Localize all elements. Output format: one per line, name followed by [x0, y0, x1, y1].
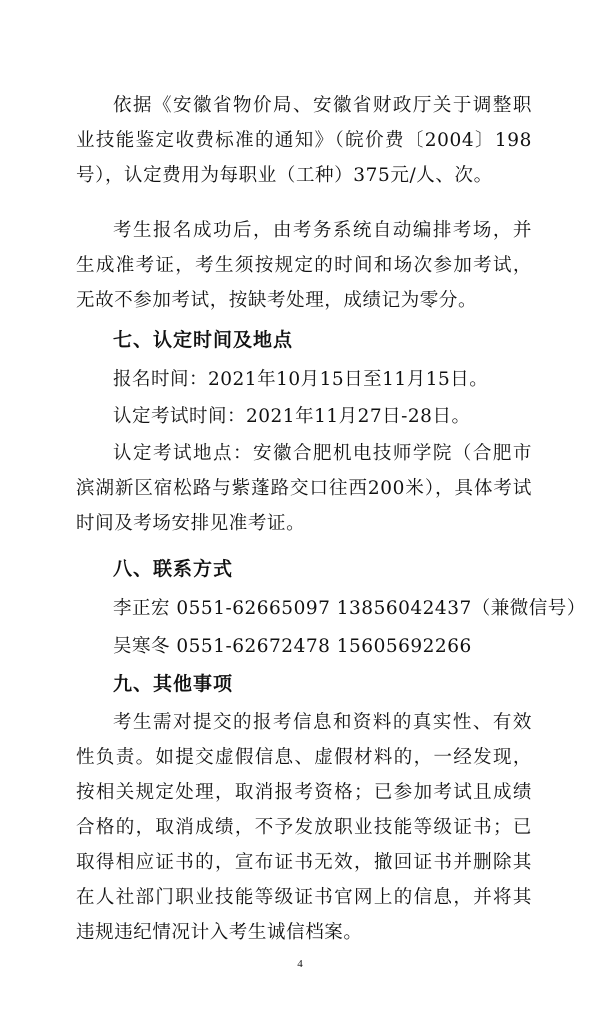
contact-wu-handong: 吴寒冬 0551-62672478 15605692266 — [113, 636, 472, 657]
admission-paragraph: 考生报名成功后，由考务系统自动编排考场，并生成准考证，考生须按规定的时间和场次参加考试，无故不参加考试，按缺考处理，成绩记为零分。 — [76, 220, 532, 311]
section-9-heading: 九、其他事项 — [113, 673, 234, 695]
contact-li-zhenghong: 李正宏 0551-62665097 13856042437（兼微信号） — [113, 598, 586, 619]
page-number: 4 — [297, 958, 303, 970]
registration-time: 报名时间：2021年10月15日至11月15日。 — [113, 369, 489, 390]
section-8-heading: 八、联系方式 — [113, 558, 234, 580]
exam-location-paragraph: 认定考试地点：安徽合肥机电技师学院（合肥市滨湖新区宿松路与紫蓬路交口往西200米），具体考试时间及考场安排见准考证。 — [76, 443, 532, 534]
fee-basis-paragraph: 依据《安徽省物价局、安徽省财政厅关于调整职业技能鉴定收费标准的通知》（皖价费〔2004〕198号），认定费用为每职业（工种）375元/人、次。 — [76, 95, 532, 186]
exam-time: 认定考试时间：2021年11月27日-28日。 — [113, 406, 471, 427]
section-9-paragraph: 考生需对提交的报考信息和资料的真实性、有效性负责。如提交虚假信息、虚假材料的，一经发现，按相关规定处理，取消报考资格；已参加考试且成绩合格的，取消成绩，不予发放职业技能等级证书；已取得相应证书的，宣布证书无效，撤回证书并删除其在人社部门职业技能等级证书官网上的信息，并将其违规违纪情况计入考生诚信档案。 — [76, 712, 532, 943]
section-7-heading: 七、认定时间及地点 — [113, 329, 294, 351]
